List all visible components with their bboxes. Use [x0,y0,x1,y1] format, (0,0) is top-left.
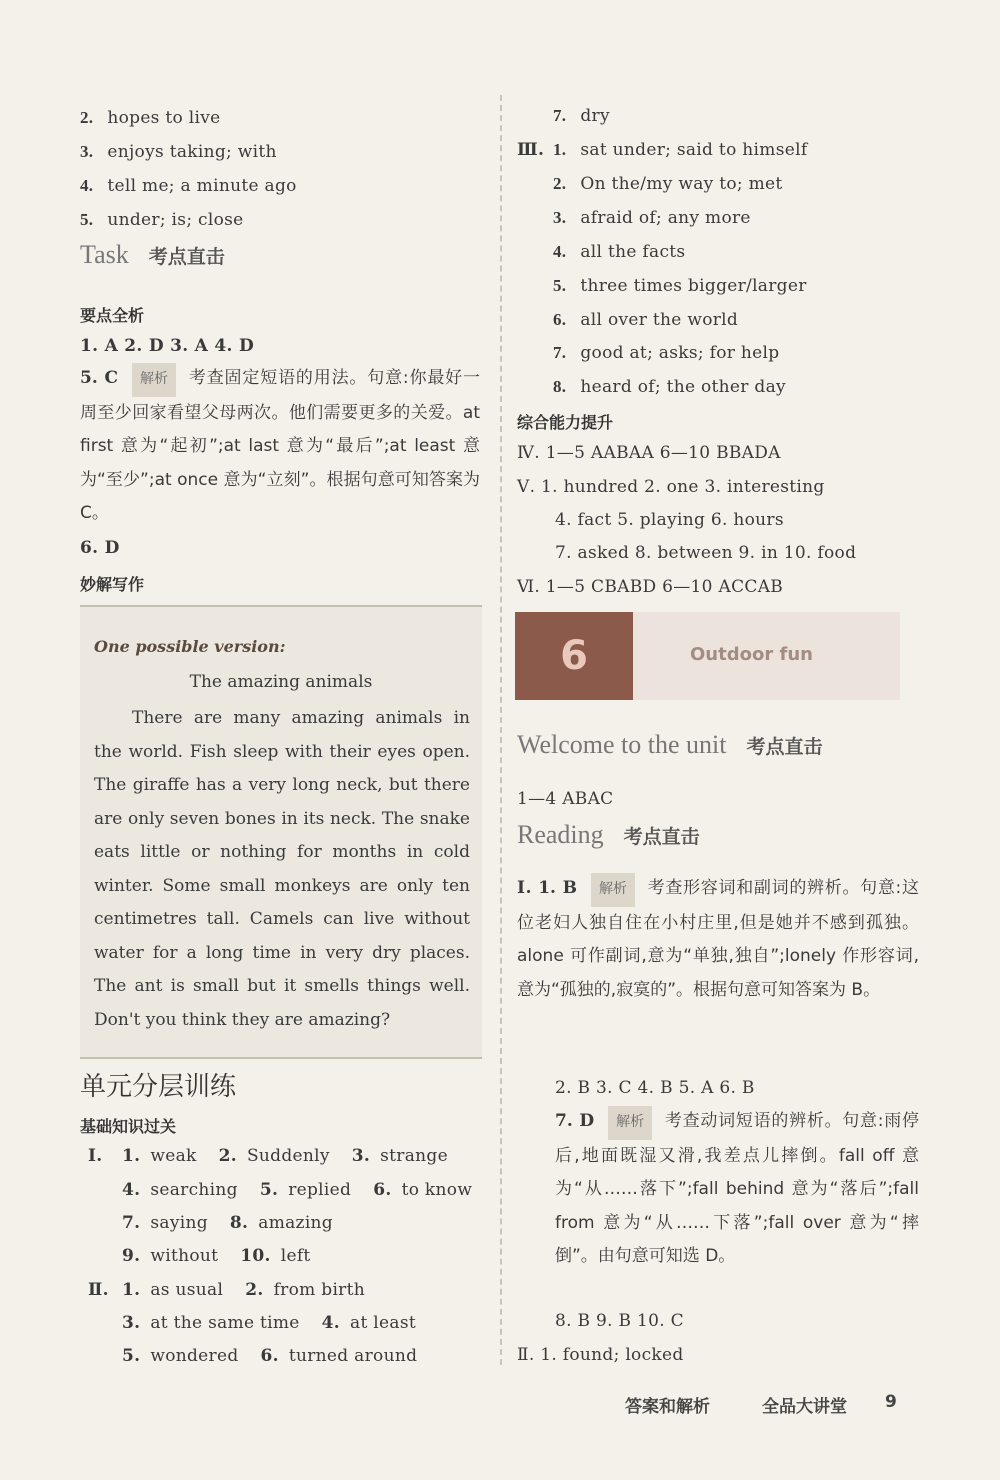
answer-row: 7. saying 8. amazing [122,1213,333,1233]
page-number: 9 [885,1392,897,1412]
answer-row: 1. A 2. D 3. A 4. D [80,336,254,356]
answer-line: 5. under; is; close [80,210,244,230]
answer-line: 6. D [80,538,120,558]
answer-line: Ⅲ. 1. sat under; said to himself [517,140,808,160]
answer-row: Ⅳ. 1—5 AABAA 6—10 BBADA [517,443,781,463]
unit-title: Outdoor fun [690,644,813,665]
essay-title: The amazing animals [189,672,373,692]
unit-banner [515,612,900,700]
answer-line: 2. hopes to live [80,108,221,128]
reading-heading: Reading 考点直击 [517,820,700,849]
unit-training-heading: 单元分层训练 [80,1072,237,1102]
answer-line: 3. enjoys taking; with [80,142,277,162]
essay-version-label: One possible version: [94,637,286,656]
answer-row: 4. fact 5. playing 6. hours [555,510,784,530]
section-title: 要点全析 [80,306,145,325]
roman-numeral: Ⅱ. [88,1280,109,1300]
explanation-paragraph: Ⅰ. 1. B 解析 考查形容词和副词的辨析。句意:这位老妇人独自住在小村庄里,但是她并不感到孤独。alone 可作副词,意为“单独,独自”;lonely 作形容词,意为“孤独的,寂寞的”。根据句意可知答案为 B。 [517,872,919,1007]
answer-row: 9. without 10. left [122,1246,311,1266]
answer-line: 3. afraid of; any more [553,208,751,228]
answer-row: 1. weak 2. Suddenly 3. strange [122,1146,448,1166]
answer-row: Ⅴ. 1. hundred 2. one 3. interesting [517,477,825,497]
answer-line: 6. all over the world [553,310,739,330]
explanation-paragraph: 5. C 解析 考查固定短语的用法。句意:你最好一周至少回家看望父母两次。他们需要更多的关爱。at first 意为“起初”;at last 意为“最后”;at least 意为“至少”;at once 意为“立刻”。根据句意可知答案为 C。 [80,362,480,531]
explanation-paragraph: 7. D 解析 考查动词短语的辨析。句意:雨停后,地面既湿又滑,我差点儿摔倒。fall off 意为“从……落下”;fall behind 意为“落后”;fall from 意为“从……下落”;fall over 意为“摔倒”。由句意可知选 D。 [555,1105,919,1274]
roman-numeral: Ⅰ. [88,1146,103,1166]
section-title: 妙解写作 [80,575,145,594]
section-title: 综合能力提升 [517,413,614,432]
welcome-heading: Welcome to the unit 考点直击 [517,730,823,759]
answer-line: 5. three times bigger/larger [553,276,807,296]
answer-line: 7. dry [553,106,610,126]
answer-row: 8. B 9. B 10. C [555,1311,684,1331]
unit-number: 6 [515,612,633,700]
answer-row: 4. searching 5. replied 6. to know [122,1180,473,1200]
section-title: 基础知识过关 [80,1117,177,1136]
answer-row: 1. as usual 2. from birth [122,1280,365,1300]
essay-box [80,605,482,1059]
answer-row: 1—4 ABAC [517,789,614,809]
answer-row: 3. at the same time 4. at least [122,1313,416,1333]
essay-body: There are many amazing animals in the world. Fish sleep with their eyes open. The giraffe has a very long neck, but there are only seven bones in its neck. The snake eats little or nothing for months in cold winter. Some small monkeys are only ten centimetres tall. Camels can live without water for a long time in very dry places. The ant is small but it smells things well. Don't you think they are amazing? [94,708,470,1030]
answer-line: 8. heard of; the other day [553,377,786,397]
answer-row: 2. B 3. C 4. B 5. A 6. B [555,1078,755,1098]
answer-line: 4. tell me; a minute ago [80,176,297,196]
answer-line: 2. On the/my way to; met [553,174,783,194]
answer-row: Ⅱ. 1. found; locked [517,1345,684,1365]
column-divider [500,95,502,1365]
footer-answers-label: 答案和解析 [625,1397,710,1417]
answer-row: Ⅵ. 1—5 CBABD 6—10 ACCAB [517,577,784,597]
answer-row: 7. asked 8. between 9. in 10. food [555,543,857,563]
answer-line: 4. all the facts [553,242,686,262]
answer-row: 5. wondered 6. turned around [122,1346,418,1366]
answer-line: 7. good at; asks; for help [553,343,780,363]
task-heading: Task 考点直击 [80,240,225,269]
footer-brand: 全品大讲堂 [762,1397,847,1417]
